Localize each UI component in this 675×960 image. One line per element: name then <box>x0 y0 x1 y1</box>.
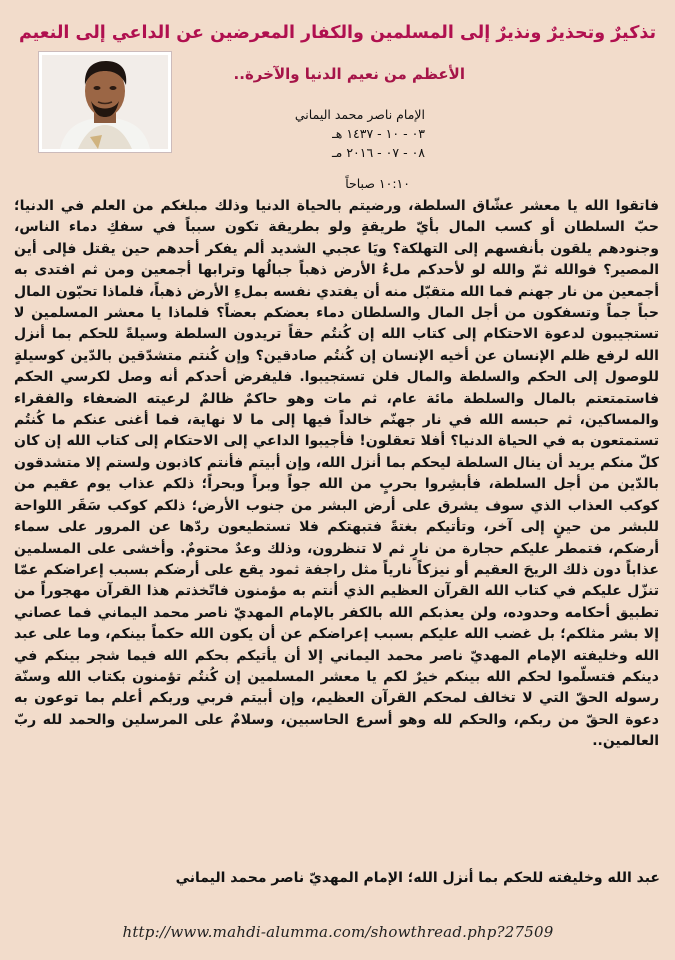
gregorian-date: ٠٨ - ٠٧ - ٢٠١٦ مـ <box>331 145 425 160</box>
hijri-date: ٠٣ - ١٠ - ١٤٣٧ هـ <box>332 126 425 141</box>
signature: عبد الله وخليفته للحكم بما أنزل الله؛ الإمام المهديّ ناصر محمد اليماني <box>175 870 660 886</box>
author-name: الإمام ناصر محمد اليماني <box>294 107 425 122</box>
post-time: ١٠:١٠ صباحاً <box>345 176 410 191</box>
portrait-image <box>42 55 168 149</box>
subtitle: الأعظم من نعيم الدنيا والآخرة.. <box>233 65 465 83</box>
statement-body: فاتقوا الله يا معشر عشّاق السلطة، ورضيتم بالحياة الدنيا وذلك مبلغكم من العلم في الدنيا؛ حبّ السلطان أو كسب المال بأيّ طريقةٍ ولو بطريقة تكون سبباً في سفكِ دماء الناس، وجنودهم يلقون بأنفسهم إلى التهلكة؟ ويَا عجبي الشديد ألم يفكر أحدهم حين يقتل فإلى أين المصير؟ فوالله ثمّ والله لو لأحدكم ملءُ الأرض ذهباً جبالُها وترابها أجمعين ومن ثم افتدى به أجمعين من نار جهنم فما الله متقبّل منه أن يفتدي نفسه بملءِ الأرض ذهباً، فلماذا تحبّون المال حباً جماً وتسفكون من أجل المال والسلطان دماء بعضكم بعضاً؟ فلماذا يا معشر المسلمين لا تستجيبون لدعوة الاحتكام إلى كتاب الله إن كُنتُم حقاً تريدون السلطة وسيلةً للحكم بما أنزل الله لرفع ظلم الإنسان عن أخيه الإنسان إن كُنتُم صادقين؟ وإن كُنتم متشدّقين بالدّين كوسيلةٍ للوصول إلى الحكم والسلطة والمال فلن تستجيبوا. فليفرض أحدكم أنه وصل لكرسي الحكم فاستمتعتم بالمال والسلطة مائة عام، ثم مات وهو حاكمٌ ظالمٌ لرعيته الضعفاء والفقراء والمساكين، ثم حبسه الله في نار جهنّم خالداً فيها إلى ما لا نهاية، فما أغنى عنكم ما كُنتُم تستمتعون به في الحياة الدنيا؟ أفلا تعقلون! فأجيبوا الداعي إلى الاحتكام إلى كتاب الله إن كان كلّ منكم يريد أن ينال السلطة ليحكم بما أنزل الله، وإن أبيتم فأنتم كاذبون ولستم إلا متشدقون بالدّين من أجل السلطة، فأبشِروا بحربٍ من الله جواً وبراً وبحراً؛ ذلكم عذاب يوم عقيم من كوكب العذاب الذي سوف يشرق على أرض البشر من جنوب الأرض؛ ذلكم كوكب سَقَر اللواحة للبشر من حينٍ إلى آخر، وتأتيكم بغتةً فتبهتكم فلا تستطيعون ردّها عن المرور على سماء أرضكم، فتمطر عليكم حجارة من نارٍ ثم لا تنظرون، وذلك وعدٌ محتومٌ. وأخشى على المسلمين عذاباً دون ذلك الريحَ العقيم أو نيزكاً نارياً مثل راجفة ثمود يقع على أرضكم بسبب إعراضكم عمّا تنزّل عليكم في كتاب الله القرآن العظيم الذي أنتم به مؤمنون فاتّخذتم هذا القرآن مهجوراً من تطبيق أحكامه وحدوده، ولن يعذبكم الله بالكفر بالإمام المهديّ ناصر محمد اليماني فما عصاني إلا بشر مثلكم؛ بل غضب الله عليكم بسبب إعراضكم عن أن يكون الله حكماً بينكم، وما على عبد الله وخليفته الإمام المهديّ ناصر محمد اليماني إلا أن يأتيكم بحكم الله فيما شجر بينكم في دينكم فتسلّموا لحكم الله بينكم خيرٌ لكم يا معشر المسلمين إن كُنتُم تؤمنون بكتاب الله وسنّة رسوله الحقّ التي لا تخالف لمحكم القرآن العظيم، وإن أبيتم فربي وربكم أعلم بما توعون به دعوة الحقّ من ربكم، والحكم لله وهو أسرع الحاسبين، وسلامٌ على المرسلين والحمد لله ربّ العالمين.. <box>14 198 659 750</box>
source-link[interactable]: http://www.mahdi-alumma.com/showthread.php?27509 <box>122 923 554 941</box>
author-meta <box>185 105 425 162</box>
author-portrait <box>39 52 171 152</box>
page-title: تذكيرٌ وتحذيرٌ ونذيرٌ إلى المسلمين والكفار المعرضين عن الداعي إلى النعيم <box>18 23 657 43</box>
